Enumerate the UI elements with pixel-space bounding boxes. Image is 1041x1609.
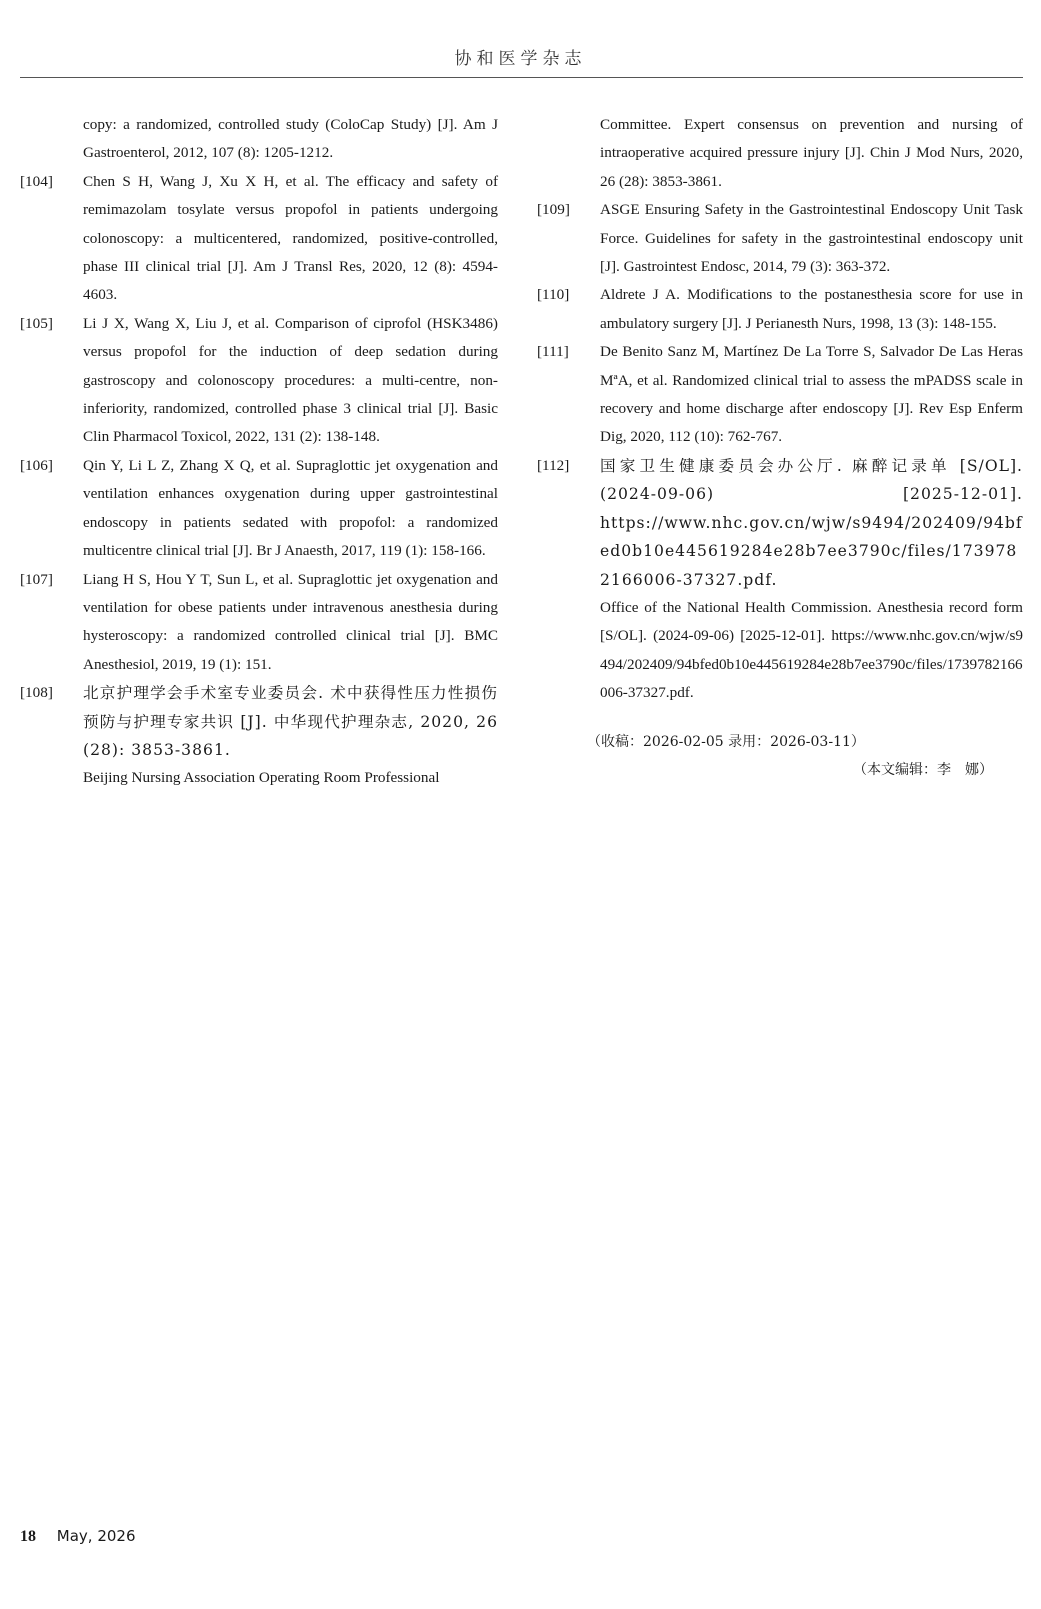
reference-text: Liang H S, Hou Y T, Sun L, et al. Supraglottic jet oxygenation and ventilation for obese patients under intravenous anesthesia during hysteroscopy: a randomized controlled clinical trial [J]. BMC Anesthesiol, 2019, 19 (1): 151. — [83, 570, 498, 673]
reference-108 — [20, 679, 498, 793]
reference-107 — [20, 566, 498, 680]
reference-104 — [20, 168, 498, 310]
reference-number: [109] — [537, 201, 570, 219]
reference-text-english: Office of the National Health Commission. Anesthesia record form [S/OL]. (2024-09-06) [2025-12-01]. https://www.nhc.gov.cn/wjw/s9494/202409/94bfed0b10e445619284e28b7ee3790c/files/1739782166006-37327.pdf. — [600, 598, 1023, 702]
right-column — [537, 111, 1023, 784]
reference-text-english: Beijing Nursing Association Operating Room Professional — [83, 769, 440, 787]
reference-text: Chen S H, Wang J, Xu X H, et al. The efficacy and safety of remimazolam tosylate versus propofol in patients undergoing colonoscopy: a multicentered, randomized, positive-controlled, phase III clinical trial [J]. Am J Transl Res, 2020, 12 (8): 4594-4603. — [83, 172, 498, 304]
reference-text: ASGE Ensuring Safety in the Gastrointestinal Endoscopy Unit Task Force. Guidelines for safety in the gastrointestinal endoscopy unit [J]. Gastrointest Endosc, 2014, 79 (3): 363-372. — [600, 201, 1023, 276]
reference-112 — [537, 452, 1023, 708]
reference-110 — [537, 281, 1023, 338]
reference-text: Aldrete J A. Modifications to the postanesthesia score for use in ambulatory surgery [J]. J Perianesth Nurs, 1998, 13 (3): 148-155. — [600, 286, 1023, 332]
reference-105 — [20, 310, 498, 452]
reference-text: copy: a randomized, controlled study (ColoCap Study) [J]. Am J Gastroenterol, 2012, 107 (8): 1205-1212. — [83, 116, 498, 162]
reference-text: Qin Y, Li L Z, Zhang X Q, et al. Supraglottic jet oxygenation and ventilation enhances oxygenation during upper gastrointestinal endoscopy in patients sedated with propofol: a randomized multicentre clinical trial [J]. Br J Anaesth, 2017, 119 (1): 158-166. — [83, 456, 498, 560]
header-rule — [20, 77, 1023, 78]
editor-line: （本文编辑：李 娜） — [853, 761, 993, 778]
reference-109 — [537, 196, 1023, 281]
reference-number: [110] — [537, 286, 570, 304]
reference-103-continued — [20, 111, 498, 168]
page-number: 18 — [20, 1528, 36, 1545]
reference-text-chinese: 国家卫生健康委员会办公厅. 麻醉记录单 [S/OL]. (2024-09-06) [2025-12-01]. https://www.nhc.gov.cn/wjw/s9494/202409/94bfed0b10e445619284e28b7ee3790c/files/1739782166006-37327.pdf. — [600, 456, 1023, 589]
issue-date: May, 2026 — [56, 1527, 136, 1545]
journal-header: 协和医学杂志 — [454, 49, 587, 68]
reference-text-chinese: 北京护理学会手术室专业委员会. 术中获得性压力性损伤预防与护理专家共识 [J]. 中华现代护理杂志, 2020, 26 (28): 3853-3861. — [83, 684, 498, 759]
page-footer — [20, 1527, 136, 1546]
reference-text: De Benito Sanz M, Martínez De La Torre S, Salvador De Las Heras MªA, et al. Randomized clinical trial to assess the mPADSS scale in recovery and home discharge after endoscopy [J]. Rev Esp Enferm Dig, 2020, 112 (10): 762-767. — [600, 343, 1023, 446]
reference-number: [112] — [537, 456, 570, 474]
reference-106 — [20, 452, 498, 566]
reference-number: [105] — [20, 314, 53, 332]
reference-111 — [537, 338, 1023, 452]
reference-text: Li J X, Wang X, Liu J, et al. Comparison of ciprofol (HSK3486) versus propofol for the induction of deep sedation during gastroscopy and colonoscopy procedures: a multi-centre, non-inferiority, randomized, controlled phase 3 clinical trial [J]. Basic Clin Pharmacol Toxicol, 2022, 131 (2): 138-148. — [83, 314, 498, 446]
reference-number: [104] — [20, 172, 53, 190]
received-accepted-dates: （收稿：2026-02-05 录用：2026-03-11） — [587, 733, 865, 750]
reference-text: Committee. Expert consensus on prevention and nursing of intraoperative acquired pressure injury [J]. Chin J Mod Nurs, 2020, 26 (28): 3853-3861. — [600, 116, 1023, 190]
reference-number: [108] — [20, 684, 53, 702]
reference-number: [111] — [537, 343, 569, 361]
left-column — [20, 111, 498, 793]
reference-108-continued — [537, 111, 1023, 196]
reference-number: [107] — [20, 570, 53, 588]
reference-number: [106] — [20, 456, 53, 474]
